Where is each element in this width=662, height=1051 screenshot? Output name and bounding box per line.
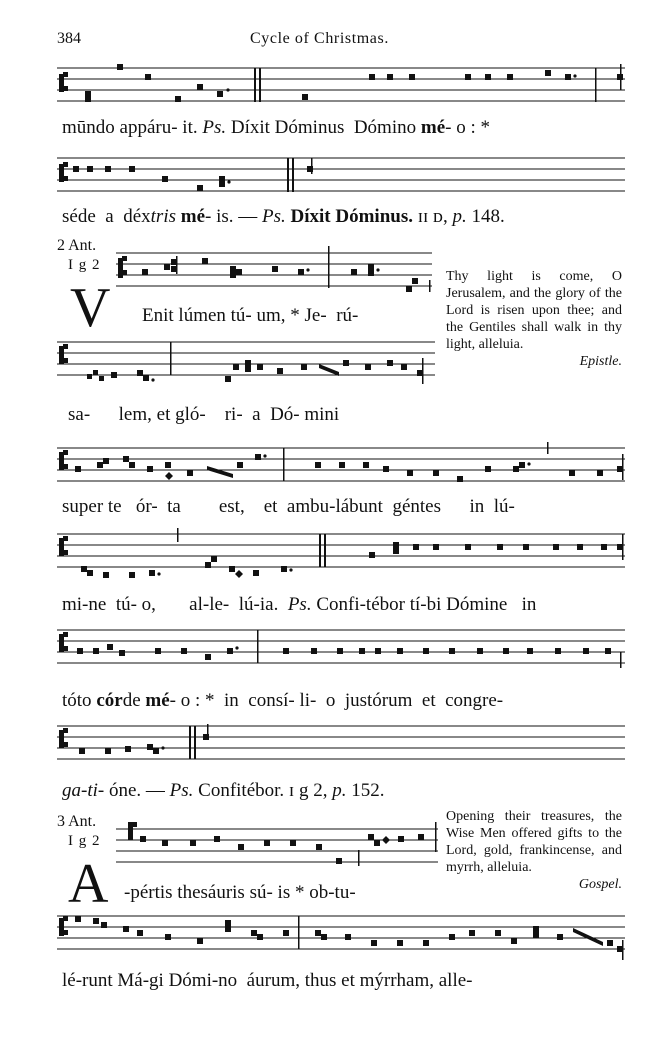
lyrics-line-7: tóto córde mé- o : * in consí- li- o justórum et congre- <box>62 690 504 711</box>
antiphon-2-mode: I g 2 <box>68 257 101 273</box>
antiphon-2-initial: V <box>70 277 111 339</box>
staff-9 <box>116 820 438 870</box>
staff-4 <box>57 336 435 388</box>
staff-3 <box>116 244 432 296</box>
antiphon-3-reference: Gospel. <box>578 877 622 892</box>
lyrics-line-8: ga-ti- óne. — Ps. Confitébor. ɪ g 2, p. 152. <box>62 780 385 801</box>
lyrics-line-1: mūndo appáru- it. Ps. Díxit Dóminus Dómino mé- o : * <box>62 117 490 138</box>
lyrics-line-4: sa- lem, et gló- ri- a Dó- mini <box>68 404 340 425</box>
lyrics-line-3: Enit lúmen tú- um, * Je- rú- <box>142 305 359 326</box>
staff-7 <box>57 624 625 676</box>
staff-2 <box>57 152 625 200</box>
antiphon-3-label: 3 Ant. <box>57 813 97 830</box>
page-number: 384 <box>57 30 81 47</box>
antiphon-3-initial: A <box>68 853 109 915</box>
lyrics-line-5: super te ór- ta est, et ambu-lábunt géntes in lú- <box>62 496 515 517</box>
lyrics-line-6: mi-ne tú- o, al-le- lú-ia. Ps. Confi-tébor tí-bi Dómine in <box>62 594 537 615</box>
staff-1 <box>57 62 625 110</box>
antiphon-3-translation: Opening their treasures, the Wise Men offered gifts to the Lord, gold, frankincense, and myrrh, alleluia. Gospel. <box>446 809 622 892</box>
staff-5 <box>57 442 625 494</box>
antiphon-2-translation: Thy light is come, O Jerusalem, and the glory of the Lord is risen upon thee; and the Gentiles shall walk in thy light, alleluia. Epistle. <box>446 269 622 369</box>
lyrics-line-9: -pértis thesáuris sú- is * ob-tu- <box>124 882 356 903</box>
lyrics-line-10: lé-runt Má-gi Dómi-no áurum, thus et mýrrham, alle- <box>62 970 473 991</box>
staff-6 <box>57 528 625 580</box>
lyrics-line-2: séde a déxtris mé- is. — Ps. Díxit Dóminus. ɪɪ ᴅ, p. 148. <box>62 206 505 227</box>
antiphon-2-reference: Epistle. <box>579 354 622 369</box>
staff-8 <box>57 720 625 768</box>
antiphon-2-label: 2 Ant. <box>57 237 97 254</box>
antiphon-3-mode: I g 2 <box>68 833 101 849</box>
running-title: Cycle of Christmas. <box>250 30 389 47</box>
staff-10 <box>57 910 625 966</box>
